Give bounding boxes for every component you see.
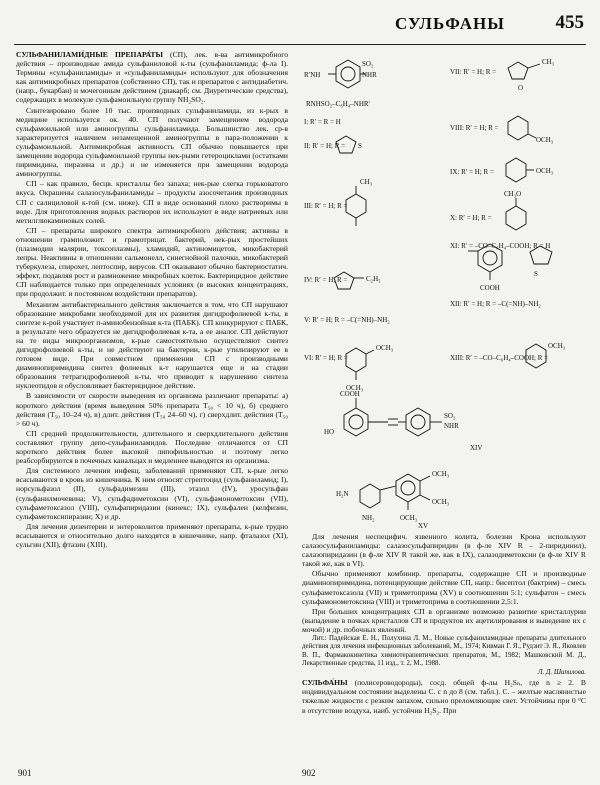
- article-intro-text: (СП), лек. в-ва антимикробного действия – производные амида сульфаниловой к-ты (сульфаниламида; ф-ла I). Термины «сульфаниламиды» и «сульфаниламиды» используют для обозначения как антимикробных препаратов (собственно СП), так и препаратов с антидиабетич. (напр., букарбан) и мочегонным действием (диакарб; см. Диуретические средства), содержащих в молекуле сульфамоильную группу NH₂SO₂.: [16, 50, 288, 105]
- formula-II-S: S: [358, 142, 362, 150]
- pyrimidine-ring: [346, 194, 366, 218]
- formula-IX: IX: R′ = H; R =: [450, 168, 494, 176]
- pyridazine-ring: [506, 158, 526, 182]
- author-signature: Л. Д. Шипилова.: [537, 669, 586, 677]
- formula-IV: IV: R′ = H; R =: [304, 276, 348, 284]
- formula-II: II: R′ = H; R =: [304, 142, 346, 150]
- left-column: [16, 50, 288, 550]
- column-number-right: 902: [302, 768, 316, 778]
- formula-XIV-label: XIV: [470, 444, 483, 452]
- article-sulfanes-text: (полисероводороды), сосд. общей ф-лы H₂Sₙ, где n ≥ 2. В индивидуальном состоянии выделены С. с n до 8 (см. табл.). С. – желтые маслянистые тяжелые жидкости с резким запахом, сильно преломляющие свет. Устойчивы при 0 °С в отсутствие воздуха, наиб. устойчив H₂S₂. При: [302, 678, 586, 715]
- formula-XIV-ho: HO: [324, 428, 335, 436]
- column-number-left: 901: [18, 768, 32, 778]
- dimethoxypyrimidine-ring: [346, 348, 366, 372]
- formula-XIV-nhr: NHR: [444, 422, 459, 430]
- paragraph-dysentery: Для лечения дизентерии и энтероколитов применяют препараты, к-рые трудно всасываются и относительно долго находятся в кишечнике, напр. фталазол (XI), сульгин (XII), фтазин (XIII).: [16, 521, 288, 549]
- paragraph-salazo: Для лечения неспецифич. язвенного колита, болезни Крона используют салазосульфаниламиды: салазосульфапиридин (в ф-ле XIV R – 2-пиридинил), салазопиридазин (в ф-ле XIV R такой же, как в IX), салазодиметоксин (в ф-ле XIV R такой же, как в VI).: [302, 532, 586, 569]
- literature: Лит.: Падейская Е. Н., Полухина Л. М., Новые сульфаниламидные препараты длительного действия для лечения инфекционных заболеваний, М., 1974; Кивман Г. Я., Рудзит Э. Я., Яковлев В. П., Фармакокинетика химиотерапевтических препаратов, М., 1982; Машковский М. Д., Лекарственные средства, 11 изд., т. 2, М., 1988.: [302, 635, 586, 667]
- formula-IV-c2h5: C₂H₅: [366, 275, 381, 283]
- formula-VIII: VIII: R′ = H; R =: [450, 124, 499, 132]
- formula-VI: VI: R′ = H; R =: [304, 354, 348, 362]
- formula-X: X: R′ = H; R =: [450, 214, 492, 222]
- formula-IX-och3: OCH₃: [536, 167, 554, 175]
- article-intro: [16, 50, 288, 105]
- formula-VI-och3-b: OCH₃: [346, 384, 364, 392]
- azo-benzene-ring: [406, 408, 430, 436]
- paragraph-combined: Обычно применяют комбинир. препараты, содержащие СП и производные диаминопиримидина, потенцирующие действие СП, напр.: бисептол (бактрим) – смесь сульфаметоксазола (VII) и триметоприма (XV) в соотношении 5:1; сульфатон – смесь сульфамонометоксина (VIII) и триметоприма в соотношении 2,5:1.: [302, 569, 586, 606]
- formula-XV-och3-a: OCH₃: [432, 470, 450, 478]
- formula-XIV-cooh: COOH: [340, 390, 360, 398]
- formula-main-sub2: NHR: [362, 71, 377, 79]
- formula-VII-O: O: [518, 84, 524, 92]
- formula-V: V: R′ = H; R = –C(=NH)–NH₂: [304, 316, 390, 324]
- diaminopyrimidine-ring: [360, 484, 380, 508]
- article-sulfanes: [302, 678, 586, 714]
- trimethoxybenzene-ring: [396, 474, 420, 502]
- right-column: [302, 532, 586, 716]
- salicyl-ring: [344, 408, 368, 436]
- pyrazine-ring: [506, 206, 526, 230]
- paragraph-mechanism: Механизм антибактериального действия заключается в том, что СП нарушают образование микробами необходимой для их развития дигидрофолиевой к-ты, в синтезе к-рой участвует п-аминобензойная к-та (ПАБК). СП конкурируют с ПАБК, в результате чего образуется не дигидрофолиевая к-та, а ее аналог. СП действуют на те виды микроорганизмов, к-рые самостоятельно осуществляют синтез дигидрофолиевой к-ты, и не действуют на бактерии, к-рые утилизируют ее в готовом виде. При совместном применении СП с производными диаминопиримидина синтез фолиевых к-т нарушается еще и на стадии образования тетрагидрофолиевой к-ты, что приводит к нарушению синтеза нуклеотидов и обусловливает бактерицидное действие.: [16, 299, 288, 391]
- paragraph-synthesis: Синтезировано более 10 тыс. производных сульфаниламида, из к-рых в медицине используется ок. 40. СП получают замещением водорода сульфамоильной или аминогруппы сульфаниламида. Большинство лек. ср-в характеризуется наличием незамещенной аминогруппы в пара-положении к сульфамоильной. Антимикробная активность СП обычно повышается при замещении водорода сульфамоильной группы нек-рыми гетероциклами (остатками пиримидина, пиразина и др.) и не изменяется при замещении водорода аминогруппы.: [16, 105, 288, 179]
- paragraph-side-effects: При больших концентрациях СП в организме возможно развитие кристаллурии (выпадение в почках кристаллов СП и продуктов их ацетилирования и выведение их с мочой) и др. побочных явлений.: [302, 606, 586, 634]
- formula-drawing: [300, 48, 590, 530]
- benzene-ring: [336, 60, 360, 88]
- formula-XV-h2n: H₂N: [336, 490, 349, 498]
- header-rule: [14, 44, 586, 45]
- formula-XI-cooh: COOH: [480, 284, 500, 292]
- formula-XIII: XIII: R′ = –CO–C₆H₄–COOH; R =: [450, 354, 549, 362]
- formula-main-left: R′NH: [304, 71, 321, 79]
- formula-XI: XI: R′ = –CO–C₆H₄–COOH; R = H: [450, 242, 551, 250]
- chemical-formulas: [300, 48, 590, 530]
- formula-main: RNHSO₂–C₆H₄–NHR′: [306, 100, 371, 108]
- article-term: СУЛЬФАНИЛАМИ́ДНЫЕ ПРЕПАРА́ТЫ: [16, 50, 163, 59]
- formula-X-ch3o: CH₃O: [504, 190, 522, 198]
- paragraph-systemic: Для системного лечения инфекц. заболеваний применяют СП, к-рые легко всасываются в кровь из кишечника. К ним относят стрептоцид (сульфаниламид; I), норсульфазол (II), сульфадимезин (III), этазол (IV), уросульфан (сульфанилмочевина; V), сульфадиметоксин (VI), сульфамонометоксин (VII), сульфаметоксазол (VIII), сульфапиридазин (кинекс; IX), сульфален (келфизин, сульфаметоксипиразин; X) и др.: [16, 466, 288, 521]
- formula-I: I: R′ = R = H: [304, 118, 341, 126]
- isoxazole-ring: [508, 62, 528, 79]
- paragraph-spectrum: СП – препараты широкого спектра антимикробного действия; активны в отношении грамположит. и грамотрицат. бактерий, нек-рых простейших (плазмодии малярии, токсоплазмы), хламидий, актиномицетов, микобактерий лепры. Неактивны в отношении сальмонелл, синегнойной палочки, микобактерий туберкулеза, спирохет, лептоспир, вирусов. СП оказывают обычно бактериостатич. эффект, подавляя рост и размножение микробных клеток. Бактерицидное действие СП наблюдается только при определенных условиях (в высоких концентрациях, при продолжит. и постоянном воздействии препаратов).: [16, 225, 288, 299]
- formula-XV-och3-c: OCH₃: [400, 514, 418, 522]
- paragraph-elimination: В зависимости от скорости выведения из организма различают препараты: а) короткого действия (время выведения 50% препарата T₅₀ < 10 ч), б) среднего действия (T₅₀ 10–24 ч), в) длит. действия (T₅₀ 24–60 ч), г) сверхдлит. действия (T₅₀ > 60 ч).: [16, 391, 288, 428]
- paragraph-depot: СП средней продолжительности, длительного и сверхдлительного действия составляют группу депо-сульфаниламидов. Последние отличаются от СП короткого действия более высокой липофильностью и поэтому легко реабсорбируются в почечных канальцах и медленнее выводятся из организма.: [16, 428, 288, 466]
- page-number: 455: [555, 12, 584, 33]
- paragraph-properties: СП – как правило, бесцв. кристаллы без запаха; нек-рые слегка горьковатого вкуса. Окрашены салазосульфаниламиды – продукты азосочетания производных СП с салициловой к-той (см. ниже). СП в виде оснований плохо растворимы в воде. Для приготовления водных растворов их используют в виде натриевых или метилглюкаминовых солей.: [16, 179, 288, 225]
- formula-VIII-och3: OCH₃: [536, 136, 554, 144]
- formula-XV-och3-b: OCH₃: [432, 498, 450, 506]
- article-term-sulfanes: СУЛЬФА́НЫ: [302, 678, 348, 688]
- formula-VI-och3-a: OCH₃: [376, 344, 394, 352]
- formula-III-ch3: CH₃: [360, 178, 373, 186]
- formula-XII: XII: R′ = H; R = –C(=NH)–NH₂: [450, 300, 541, 308]
- formula-XIV-so2: SO₂: [444, 412, 456, 420]
- formula-XV-label: XV: [418, 522, 429, 530]
- formula-main-sub1: SO₂: [362, 60, 374, 68]
- methoxypyrimidine-ring: [508, 116, 528, 140]
- formula-XII-S: S: [534, 270, 538, 278]
- formula-VII: VII: R′ = H; R =: [450, 68, 497, 76]
- running-title: СУЛЬФАНЫ: [395, 14, 505, 33]
- formula-VII-ch3: CH₃: [542, 58, 555, 66]
- formula-XV-nh2: NH₂: [362, 514, 375, 522]
- formula-III: III: R′ = H; R =: [304, 202, 348, 210]
- formula-XIII-och3: OCH₃: [548, 342, 566, 350]
